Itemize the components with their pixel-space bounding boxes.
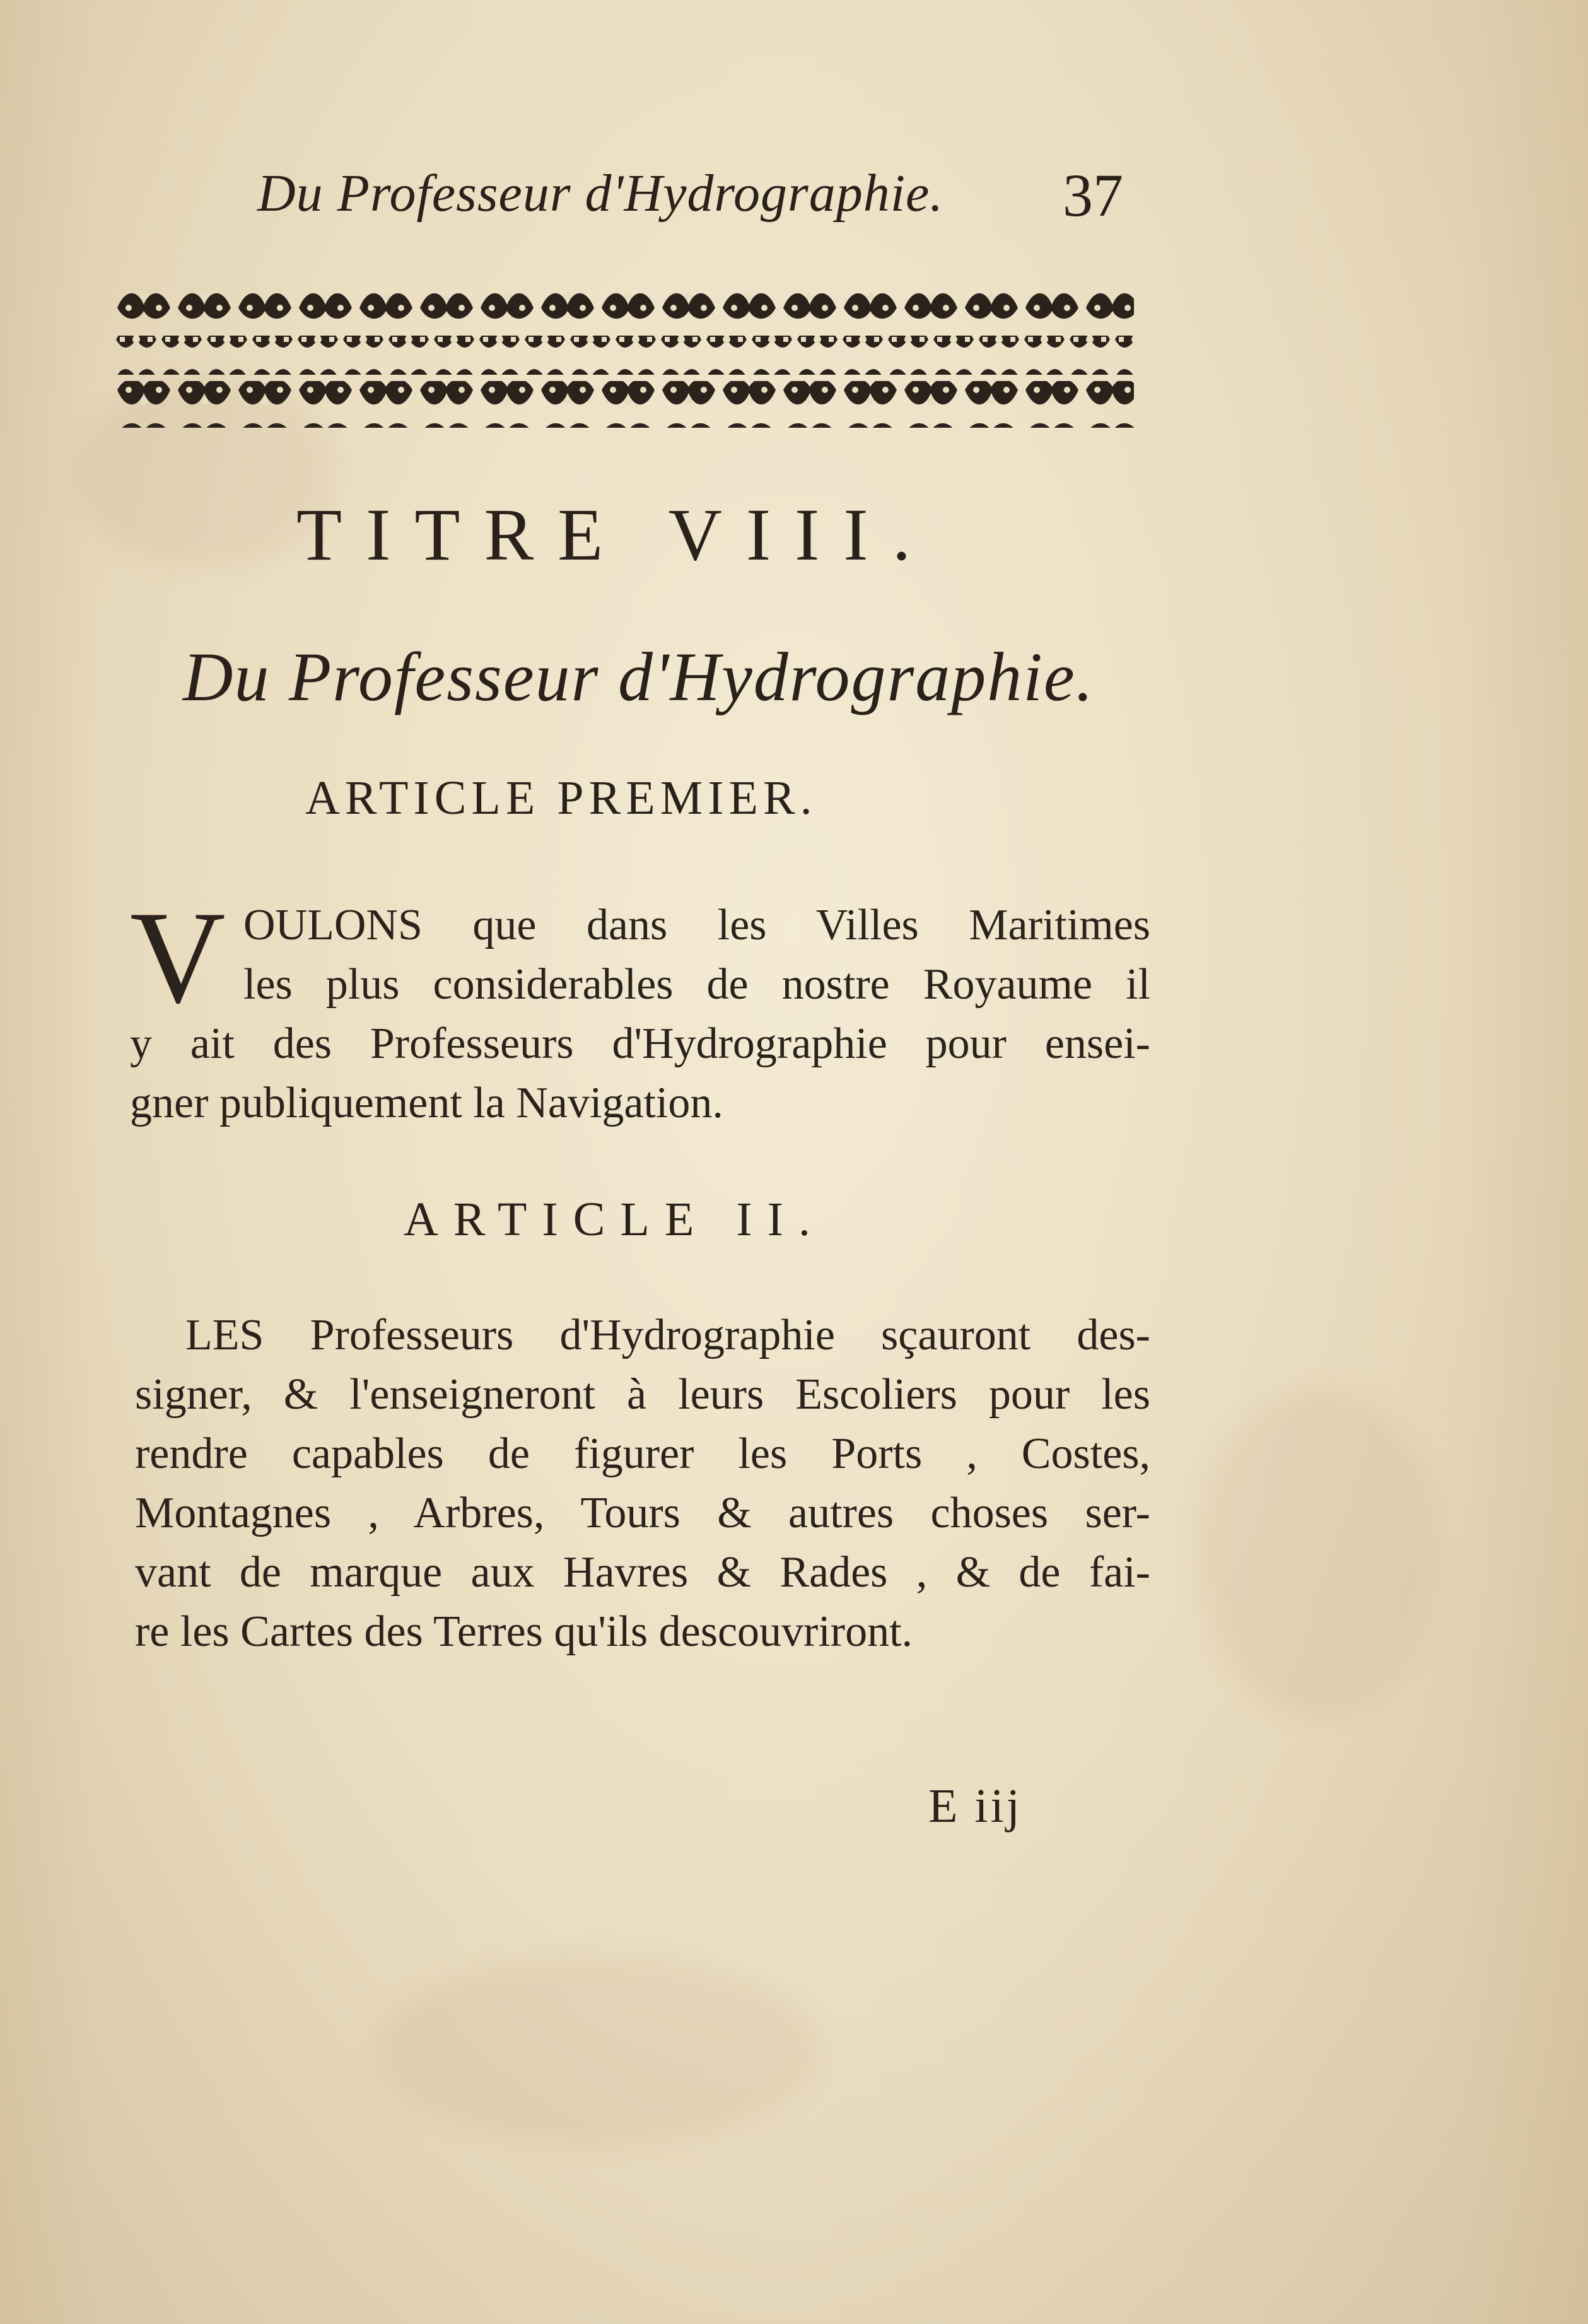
signature-mark: E iij [928, 1780, 1022, 1833]
article-1-text [130, 884, 1150, 1133]
text-line: Montagnes , Arbres, Tours & autres choses ser- [135, 1489, 1150, 1537]
chapter-title: TITRE VIII. [296, 493, 935, 576]
article-2-heading: ARTICLE II. [404, 1193, 826, 1246]
running-head [252, 156, 1148, 232]
text-line: gner publiquement la Navigation. [130, 1079, 723, 1127]
ornament-graphic [114, 283, 1134, 434]
paper-stain [378, 1956, 820, 2145]
text-line: rendre capables de figurer les Ports , Costes, [135, 1429, 1150, 1478]
text-line: les plus considerables de nostre Royaume il [243, 960, 1150, 1009]
article-1-heading: ARTICLE PREMIER. [305, 772, 817, 825]
chapter-subtitle: Du Professeur d'Hydrographie. [183, 638, 1095, 715]
drop-capital: V [130, 884, 226, 1031]
text-line: y ait des Professeurs d'Hydrographie pour ensei- [130, 1019, 1150, 1068]
ornament-band [114, 283, 1134, 434]
article-2-text [135, 1306, 1150, 1662]
text-line: re les Cartes des Terres qu'ils descouvriront. [135, 1607, 913, 1656]
paper-stain [1198, 1388, 1438, 1716]
text-line: vant de marque aux Havres & Rades , & de fai- [135, 1548, 1150, 1597]
running-title: Du Professeur d'Hydrographie. [257, 164, 944, 223]
text-line: OULONS que dans les Villes Maritimes [243, 901, 1150, 949]
text-line: LES Professeurs d'Hydrographie sçauront des- [185, 1311, 1150, 1359]
text-line: signer, & l'enseigneront à leurs Escoliers pour les [135, 1370, 1150, 1419]
page-number: 37 [1063, 161, 1123, 229]
